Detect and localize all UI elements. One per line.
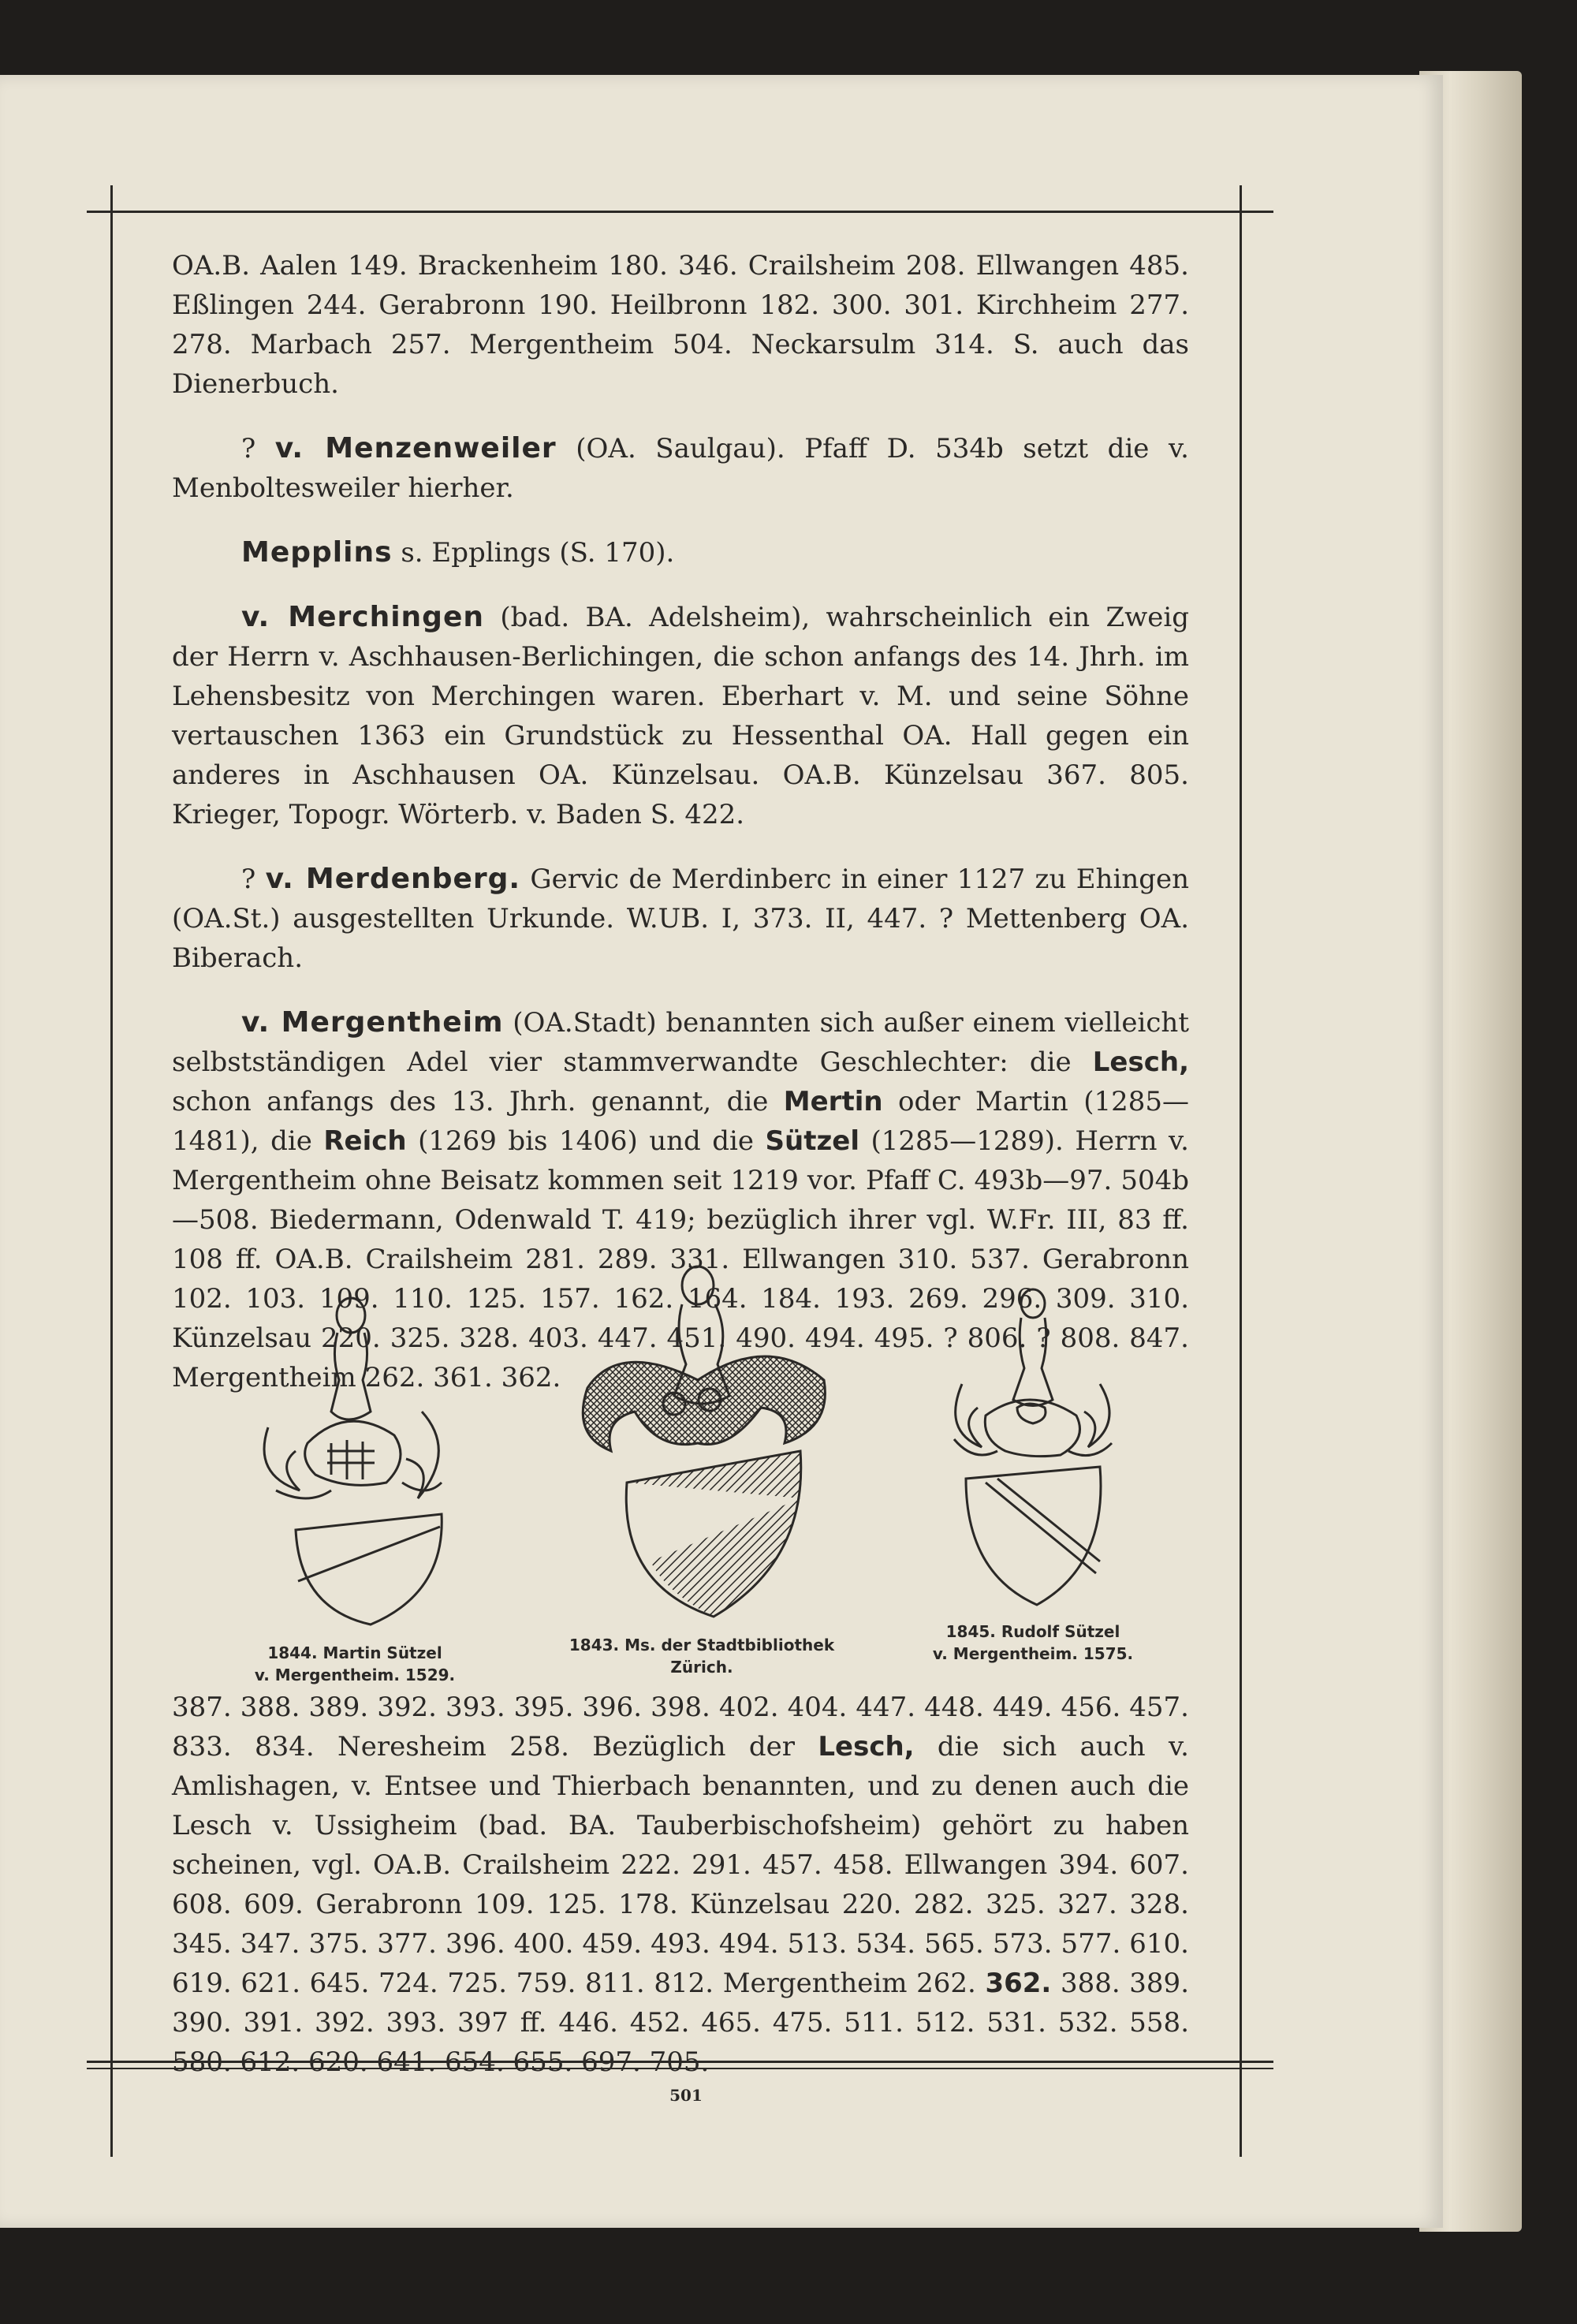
paragraph-oab-aalen	[172, 246, 1189, 404]
entry-body: schon anfangs des 13. Jhrh. genannt, die	[172, 1086, 784, 1117]
continuation-text: die sich auch v. Amlishagen, v. Entsee und Thierbach benannten, und zu denen auch die Lesch v. Ussigheim (bad. BA. Tauberbischofsheim) gehört zu haben scheinen, vgl. OA.B. Crailsheim 222. 291. 457. 458. Ellwangen 394. 607. 608. 609. Gerabronn 109. 125. 178. Künzelsau 220. 282. 325. 327. 328. 345. 347. 375. 377. 396. 400. 459. 493. 494. 513. 534. 565. 573. 577. 610. 619. 621. 645. 724. 725. 759. 811. 812. Mergentheim 262.	[172, 1731, 1189, 1999]
caption-line: v. Mergentheim. 1529.	[254, 1666, 456, 1684]
entry-body: Gervic de Merdinberc in einer 1127 zu Ehingen (OA.St.) ausgestellten Urkunde. W.UB. I, 373. II, 447. ? Mettenberg OA. Biberach.	[172, 864, 1189, 974]
page-number: 501	[669, 2086, 703, 2105]
entry-heading: v. Menzenweiler	[274, 432, 557, 464]
entry-merdenberg	[172, 860, 1189, 978]
entry-body: (1285—1289). Herrn v. Mergentheim ohne Beisatz kommen seit 1219 vor. Pfaff C. 493b—97. 504b—508. Biedermann, Odenwald T. 419; bezüglich ihrer vgl. W.Fr. III, 83 ff. 108 ff. OA.B. Crailsheim 281. 289. 331. Ellwangen 310. 537. Gerabronn 102. 103. 109. 110. 125. 157. 162. 164. 184. 193. 269. 296. 309. 310. Künzelsau 220. 325. 328. 403. 447. 451. 490. 494. 495. ? 806. ? 808. 847. Mergentheim 262. 361. 362.	[172, 1125, 1189, 1393]
caption-line: 1845. Rudolf Sützel	[945, 1622, 1120, 1641]
entry-heading: v. Merdenberg.	[265, 863, 521, 895]
family-lesch: Lesch,	[818, 1731, 915, 1763]
emphasized-number: 362.	[985, 1968, 1052, 1999]
entry-menzenweiler	[172, 429, 1189, 508]
entry-merchingen	[172, 598, 1189, 834]
entry-heading: v. Merchingen	[241, 601, 484, 633]
uncertain-mark: ?	[241, 864, 266, 895]
paragraph-text: OA.B. Aalen 149. Brackenheim 180. 346. Crailsheim 208. Ellwangen 485. Eßlingen 244. Gerabronn 190. Heilbronn 182. 300. 301. Kirchheim 277. 278. Marbach 257. Mergentheim 504. Neckarsulm 314. S. auch das Dienerbuch.	[172, 250, 1189, 400]
coat-of-arms-zurich-manuscript	[572, 1262, 840, 1625]
entry-heading: Mepplins	[241, 536, 393, 569]
mergentheim-continuation	[172, 1688, 1189, 2082]
left-rule	[110, 185, 113, 2157]
caption-line: v. Mergentheim. 1575.	[932, 1644, 1134, 1663]
entry-mepplins	[172, 533, 1189, 573]
figure-caption-1843	[552, 1634, 852, 1678]
top-rule	[87, 211, 1273, 213]
family-mertin: Mertin	[783, 1086, 883, 1117]
figure-caption-1844	[237, 1642, 473, 1686]
entry-body: s. Epplings (S. 170).	[392, 537, 675, 569]
entry-body: (bad. BA. Adelsheim), wahrscheinlich ein Zweig der Herrn v. Aschhausen-Berlichingen, die schon anfangs des 14. Jhrh. im Lehensbesitz von Merchingen waren. Eberhart v. M. und seine Söhne vertauschen 1363 ein Grundstück zu Hessenthal OA. Hall gegen ein anderes in Aschhausen OA. Künzelsau. OA.B. Künzelsau 367. 805. Krieger, Topogr. Wörterb. v. Baden S. 422.	[172, 602, 1189, 830]
figure-caption-1845	[907, 1621, 1159, 1665]
coat-of-arms-martin-suetzel	[252, 1293, 457, 1640]
caption-line: 1844. Martin Sützel	[267, 1643, 442, 1662]
caption-line: Zürich.	[670, 1658, 733, 1677]
entry-body: (OA.Stadt) benannten sich außer einem vielleicht selbstständigen Adel vier stammverwandte Geschlechter: die	[172, 1007, 1189, 1078]
entry-heading: v. Mergentheim	[241, 1006, 504, 1039]
entry-body: (OA. Saulgau). Pfaff D. 534b setzt die v. Menboltesweiler hierher.	[172, 433, 1189, 504]
entry-body: (1269 bis 1406) und die	[406, 1125, 766, 1157]
continuation-text: 387. 388. 389. 392. 393. 395. 396. 398. 402. 404. 447. 448. 449. 456. 457. 833. 834. Neresheim 258. Bezüglich der	[172, 1692, 1189, 1763]
entry-body: oder Martin (1285—1481), die	[172, 1086, 1189, 1157]
right-rule	[1240, 185, 1242, 2157]
continuation-text: 388. 389. 390. 391. 392. 393. 397 ff. 446. 452. 465. 475. 511. 512. 531. 532. 558. 580. 612. 620. 641. 654. 655. 697. 705.	[172, 1968, 1190, 2078]
main-text	[172, 246, 1189, 1423]
family-suetzel: Sützel	[765, 1125, 859, 1157]
uncertain-mark: ?	[241, 433, 275, 464]
family-reich: Reich	[323, 1125, 407, 1157]
caption-line: 1843. Ms. der Stadtbibliothek	[569, 1636, 835, 1654]
family-lesch: Lesch,	[1092, 1046, 1189, 1078]
coat-of-arms-rudolf-suetzel	[942, 1281, 1124, 1621]
